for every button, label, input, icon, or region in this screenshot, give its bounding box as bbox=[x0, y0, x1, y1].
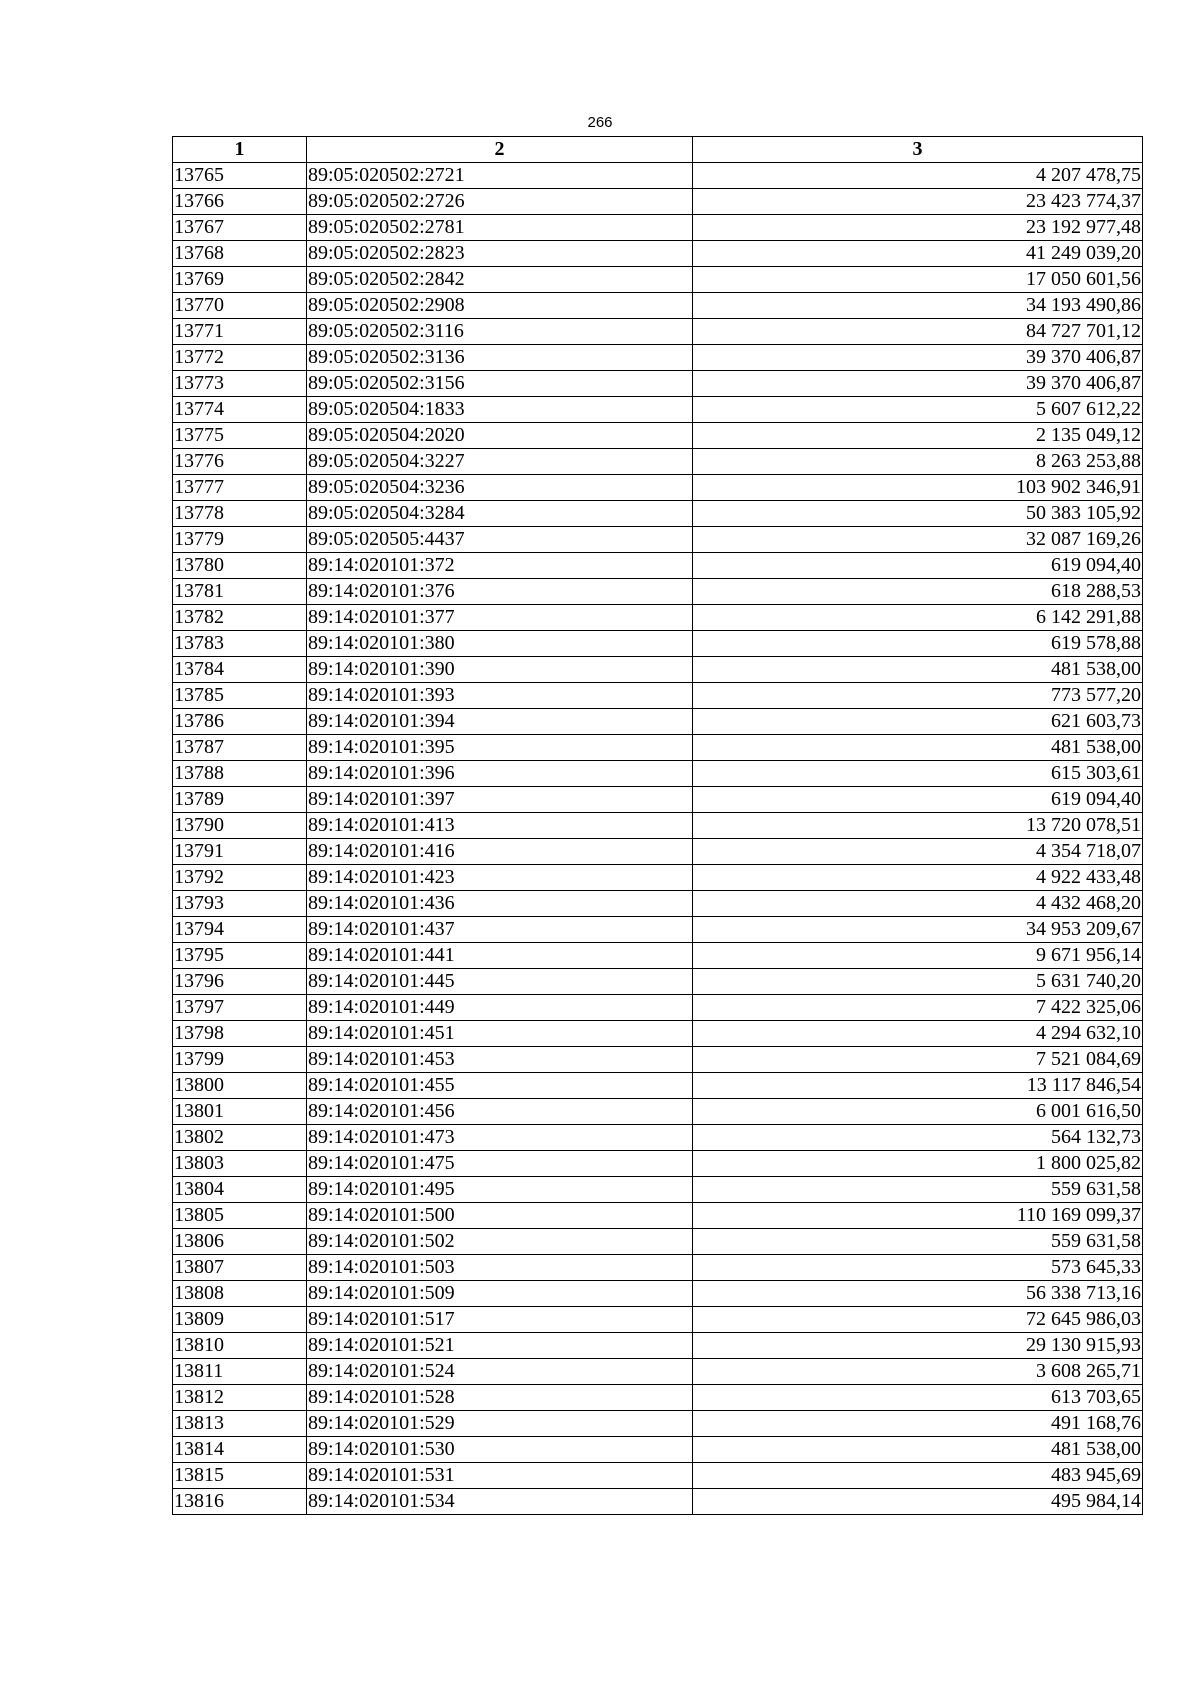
row-number-cell: 13813 bbox=[173, 1411, 307, 1437]
value-cell: 29 130 915,93 bbox=[693, 1333, 1143, 1359]
row-number-cell: 13811 bbox=[173, 1359, 307, 1385]
page-number: 266 bbox=[587, 114, 613, 131]
value-cell: 619 094,40 bbox=[693, 787, 1143, 813]
value-cell: 23 423 774,37 bbox=[693, 189, 1143, 215]
table-row bbox=[173, 397, 1143, 423]
cadastral-number-cell: 89:14:020101:380 bbox=[307, 631, 693, 657]
cadastral-number-cell: 89:14:020101:528 bbox=[307, 1385, 693, 1411]
value-cell: 84 727 701,12 bbox=[693, 319, 1143, 345]
cadastral-number-cell: 89:14:020101:475 bbox=[307, 1151, 693, 1177]
cadastral-number-cell: 89:14:020101:503 bbox=[307, 1255, 693, 1281]
cadastral-number-cell: 89:14:020101:437 bbox=[307, 917, 693, 943]
value-cell: 13 720 078,51 bbox=[693, 813, 1143, 839]
cadastral-number-cell: 89:05:020502:2781 bbox=[307, 215, 693, 241]
value-cell: 4 922 433,48 bbox=[693, 865, 1143, 891]
row-number-cell: 13781 bbox=[173, 579, 307, 605]
row-number-cell: 13767 bbox=[173, 215, 307, 241]
row-number-cell: 13769 bbox=[173, 267, 307, 293]
data-table bbox=[172, 136, 1143, 1515]
row-number-cell: 13815 bbox=[173, 1463, 307, 1489]
cadastral-number-cell: 89:14:020101:436 bbox=[307, 891, 693, 917]
table-row bbox=[173, 1333, 1143, 1359]
cadastral-number-cell: 89:05:020502:2842 bbox=[307, 267, 693, 293]
value-cell: 4 294 632,10 bbox=[693, 1021, 1143, 1047]
value-cell: 2 135 049,12 bbox=[693, 423, 1143, 449]
cadastral-number-cell: 89:14:020101:396 bbox=[307, 761, 693, 787]
value-cell: 619 578,88 bbox=[693, 631, 1143, 657]
table-row bbox=[173, 241, 1143, 267]
value-cell: 618 288,53 bbox=[693, 579, 1143, 605]
table-row bbox=[173, 709, 1143, 735]
row-number-cell: 13775 bbox=[173, 423, 307, 449]
value-cell: 6 142 291,88 bbox=[693, 605, 1143, 631]
column-header-1: 1 bbox=[173, 137, 307, 163]
value-cell: 564 132,73 bbox=[693, 1125, 1143, 1151]
cadastral-number-cell: 89:14:020101:423 bbox=[307, 865, 693, 891]
cadastral-number-cell: 89:05:020502:2823 bbox=[307, 241, 693, 267]
row-number-cell: 13766 bbox=[173, 189, 307, 215]
table-row bbox=[173, 969, 1143, 995]
row-number-cell: 13798 bbox=[173, 1021, 307, 1047]
cadastral-number-cell: 89:14:020101:517 bbox=[307, 1307, 693, 1333]
cadastral-number-cell: 89:14:020101:509 bbox=[307, 1281, 693, 1307]
table-row bbox=[173, 605, 1143, 631]
cadastral-number-cell: 89:05:020504:2020 bbox=[307, 423, 693, 449]
row-number-cell: 13804 bbox=[173, 1177, 307, 1203]
value-cell: 7 521 084,69 bbox=[693, 1047, 1143, 1073]
value-cell: 4 432 468,20 bbox=[693, 891, 1143, 917]
cadastral-number-cell: 89:14:020101:502 bbox=[307, 1229, 693, 1255]
table-row bbox=[173, 1385, 1143, 1411]
table-row bbox=[173, 1203, 1143, 1229]
table-row bbox=[173, 1229, 1143, 1255]
value-cell: 50 383 105,92 bbox=[693, 501, 1143, 527]
row-number-cell: 13795 bbox=[173, 943, 307, 969]
cadastral-number-cell: 89:14:020101:500 bbox=[307, 1203, 693, 1229]
row-number-cell: 13778 bbox=[173, 501, 307, 527]
value-cell: 613 703,65 bbox=[693, 1385, 1143, 1411]
cadastral-number-cell: 89:14:020101:397 bbox=[307, 787, 693, 813]
table-row bbox=[173, 163, 1143, 189]
row-number-cell: 13793 bbox=[173, 891, 307, 917]
column-header-2: 2 bbox=[307, 137, 693, 163]
cadastral-number-cell: 89:05:020502:2721 bbox=[307, 163, 693, 189]
row-number-cell: 13785 bbox=[173, 683, 307, 709]
cadastral-number-cell: 89:14:020101:441 bbox=[307, 943, 693, 969]
table-row bbox=[173, 813, 1143, 839]
table-row bbox=[173, 1281, 1143, 1307]
row-number-cell: 13807 bbox=[173, 1255, 307, 1281]
cadastral-number-cell: 89:14:020101:455 bbox=[307, 1073, 693, 1099]
table-header-row bbox=[173, 137, 1143, 163]
row-number-cell: 13803 bbox=[173, 1151, 307, 1177]
row-number-cell: 13794 bbox=[173, 917, 307, 943]
cadastral-number-cell: 89:14:020101:393 bbox=[307, 683, 693, 709]
table-row bbox=[173, 319, 1143, 345]
cadastral-number-cell: 89:14:020101:376 bbox=[307, 579, 693, 605]
row-number-cell: 13777 bbox=[173, 475, 307, 501]
value-cell: 491 168,76 bbox=[693, 1411, 1143, 1437]
value-cell: 1 800 025,82 bbox=[693, 1151, 1143, 1177]
cadastral-number-cell: 89:14:020101:372 bbox=[307, 553, 693, 579]
cadastral-number-cell: 89:14:020101:449 bbox=[307, 995, 693, 1021]
row-number-cell: 13791 bbox=[173, 839, 307, 865]
table-row bbox=[173, 735, 1143, 761]
table-row bbox=[173, 1411, 1143, 1437]
value-cell: 483 945,69 bbox=[693, 1463, 1143, 1489]
table-row bbox=[173, 475, 1143, 501]
table-row bbox=[173, 1255, 1143, 1281]
value-cell: 56 338 713,16 bbox=[693, 1281, 1143, 1307]
row-number-cell: 13801 bbox=[173, 1099, 307, 1125]
table-row bbox=[173, 1125, 1143, 1151]
table-row bbox=[173, 345, 1143, 371]
value-cell: 621 603,73 bbox=[693, 709, 1143, 735]
row-number-cell: 13786 bbox=[173, 709, 307, 735]
cadastral-number-cell: 89:14:020101:413 bbox=[307, 813, 693, 839]
table-row bbox=[173, 787, 1143, 813]
cadastral-number-cell: 89:05:020505:4437 bbox=[307, 527, 693, 553]
value-cell: 559 631,58 bbox=[693, 1229, 1143, 1255]
table-row bbox=[173, 423, 1143, 449]
table-row bbox=[173, 917, 1143, 943]
cadastral-number-cell: 89:14:020101:377 bbox=[307, 605, 693, 631]
table-row bbox=[173, 1073, 1143, 1099]
value-cell: 573 645,33 bbox=[693, 1255, 1143, 1281]
value-cell: 7 422 325,06 bbox=[693, 995, 1143, 1021]
value-cell: 9 671 956,14 bbox=[693, 943, 1143, 969]
value-cell: 5 631 740,20 bbox=[693, 969, 1143, 995]
table-row bbox=[173, 865, 1143, 891]
table-row bbox=[173, 891, 1143, 917]
value-cell: 4 354 718,07 bbox=[693, 839, 1143, 865]
cadastral-number-cell: 89:14:020101:534 bbox=[307, 1489, 693, 1515]
table-row bbox=[173, 189, 1143, 215]
value-cell: 773 577,20 bbox=[693, 683, 1143, 709]
cadastral-number-cell: 89:05:020502:3136 bbox=[307, 345, 693, 371]
cadastral-number-cell: 89:14:020101:521 bbox=[307, 1333, 693, 1359]
table-row bbox=[173, 839, 1143, 865]
cadastral-number-cell: 89:14:020101:473 bbox=[307, 1125, 693, 1151]
cadastral-number-cell: 89:14:020101:530 bbox=[307, 1437, 693, 1463]
value-cell: 619 094,40 bbox=[693, 553, 1143, 579]
table-row bbox=[173, 1047, 1143, 1073]
row-number-cell: 13797 bbox=[173, 995, 307, 1021]
table-row bbox=[173, 1463, 1143, 1489]
value-cell: 4 207 478,75 bbox=[693, 163, 1143, 189]
value-cell: 41 249 039,20 bbox=[693, 241, 1143, 267]
cadastral-number-cell: 89:14:020101:524 bbox=[307, 1359, 693, 1385]
table-row bbox=[173, 1099, 1143, 1125]
row-number-cell: 13810 bbox=[173, 1333, 307, 1359]
value-cell: 110 169 099,37 bbox=[693, 1203, 1143, 1229]
table-body bbox=[173, 163, 1143, 1515]
row-number-cell: 13814 bbox=[173, 1437, 307, 1463]
value-cell: 72 645 986,03 bbox=[693, 1307, 1143, 1333]
row-number-cell: 13773 bbox=[173, 371, 307, 397]
table-row bbox=[173, 1359, 1143, 1385]
row-number-cell: 13782 bbox=[173, 605, 307, 631]
value-cell: 34 953 209,67 bbox=[693, 917, 1143, 943]
row-number-cell: 13792 bbox=[173, 865, 307, 891]
table-row bbox=[173, 553, 1143, 579]
table-row bbox=[173, 657, 1143, 683]
row-number-cell: 13790 bbox=[173, 813, 307, 839]
cadastral-number-cell: 89:14:020101:445 bbox=[307, 969, 693, 995]
value-cell: 481 538,00 bbox=[693, 735, 1143, 761]
value-cell: 5 607 612,22 bbox=[693, 397, 1143, 423]
table-row bbox=[173, 501, 1143, 527]
table-row bbox=[173, 1437, 1143, 1463]
table-row bbox=[173, 761, 1143, 787]
cadastral-number-cell: 89:14:020101:453 bbox=[307, 1047, 693, 1073]
value-cell: 481 538,00 bbox=[693, 1437, 1143, 1463]
row-number-cell: 13771 bbox=[173, 319, 307, 345]
value-cell: 8 263 253,88 bbox=[693, 449, 1143, 475]
row-number-cell: 13809 bbox=[173, 1307, 307, 1333]
table-row bbox=[173, 631, 1143, 657]
row-number-cell: 13802 bbox=[173, 1125, 307, 1151]
cadastral-number-cell: 89:05:020504:3284 bbox=[307, 501, 693, 527]
row-number-cell: 13816 bbox=[173, 1489, 307, 1515]
row-number-cell: 13768 bbox=[173, 241, 307, 267]
table-row bbox=[173, 449, 1143, 475]
row-number-cell: 13789 bbox=[173, 787, 307, 813]
table-row bbox=[173, 527, 1143, 553]
table-row bbox=[173, 943, 1143, 969]
row-number-cell: 13780 bbox=[173, 553, 307, 579]
table-row bbox=[173, 1489, 1143, 1515]
value-cell: 615 303,61 bbox=[693, 761, 1143, 787]
table-row bbox=[173, 1177, 1143, 1203]
table-row bbox=[173, 1151, 1143, 1177]
cadastral-number-cell: 89:14:020101:395 bbox=[307, 735, 693, 761]
value-cell: 17 050 601,56 bbox=[693, 267, 1143, 293]
row-number-cell: 13796 bbox=[173, 969, 307, 995]
value-cell: 34 193 490,86 bbox=[693, 293, 1143, 319]
table-row bbox=[173, 579, 1143, 605]
cadastral-number-cell: 89:05:020504:3236 bbox=[307, 475, 693, 501]
row-number-cell: 13805 bbox=[173, 1203, 307, 1229]
cadastral-number-cell: 89:05:020502:2726 bbox=[307, 189, 693, 215]
row-number-cell: 13779 bbox=[173, 527, 307, 553]
row-number-cell: 13783 bbox=[173, 631, 307, 657]
value-cell: 481 538,00 bbox=[693, 657, 1143, 683]
cadastral-number-cell: 89:14:020101:531 bbox=[307, 1463, 693, 1489]
cadastral-number-cell: 89:14:020101:456 bbox=[307, 1099, 693, 1125]
table-row bbox=[173, 1307, 1143, 1333]
value-cell: 559 631,58 bbox=[693, 1177, 1143, 1203]
value-cell: 103 902 346,91 bbox=[693, 475, 1143, 501]
value-cell: 39 370 406,87 bbox=[693, 371, 1143, 397]
table-row bbox=[173, 293, 1143, 319]
value-cell: 39 370 406,87 bbox=[693, 345, 1143, 371]
table-row bbox=[173, 215, 1143, 241]
cadastral-number-cell: 89:14:020101:416 bbox=[307, 839, 693, 865]
value-cell: 23 192 977,48 bbox=[693, 215, 1143, 241]
cadastral-number-cell: 89:14:020101:394 bbox=[307, 709, 693, 735]
row-number-cell: 13800 bbox=[173, 1073, 307, 1099]
cadastral-number-cell: 89:14:020101:390 bbox=[307, 657, 693, 683]
row-number-cell: 13808 bbox=[173, 1281, 307, 1307]
row-number-cell: 13812 bbox=[173, 1385, 307, 1411]
row-number-cell: 13799 bbox=[173, 1047, 307, 1073]
row-number-cell: 13772 bbox=[173, 345, 307, 371]
table-row bbox=[173, 995, 1143, 1021]
row-number-cell: 13774 bbox=[173, 397, 307, 423]
cadastral-number-cell: 89:14:020101:451 bbox=[307, 1021, 693, 1047]
row-number-cell: 13788 bbox=[173, 761, 307, 787]
row-number-cell: 13787 bbox=[173, 735, 307, 761]
table-row bbox=[173, 1021, 1143, 1047]
cadastral-number-cell: 89:05:020502:2908 bbox=[307, 293, 693, 319]
row-number-cell: 13770 bbox=[173, 293, 307, 319]
cadastral-number-cell: 89:05:020502:3156 bbox=[307, 371, 693, 397]
cadastral-number-cell: 89:05:020504:1833 bbox=[307, 397, 693, 423]
row-number-cell: 13765 bbox=[173, 163, 307, 189]
value-cell: 6 001 616,50 bbox=[693, 1099, 1143, 1125]
row-number-cell: 13776 bbox=[173, 449, 307, 475]
column-header-3: 3 bbox=[693, 137, 1143, 163]
value-cell: 495 984,14 bbox=[693, 1489, 1143, 1515]
cadastral-number-cell: 89:05:020502:3116 bbox=[307, 319, 693, 345]
row-number-cell: 13806 bbox=[173, 1229, 307, 1255]
value-cell: 13 117 846,54 bbox=[693, 1073, 1143, 1099]
value-cell: 3 608 265,71 bbox=[693, 1359, 1143, 1385]
cadastral-number-cell: 89:14:020101:495 bbox=[307, 1177, 693, 1203]
table-row bbox=[173, 267, 1143, 293]
cadastral-number-cell: 89:05:020504:3227 bbox=[307, 449, 693, 475]
value-cell: 32 087 169,26 bbox=[693, 527, 1143, 553]
row-number-cell: 13784 bbox=[173, 657, 307, 683]
cadastral-number-cell: 89:14:020101:529 bbox=[307, 1411, 693, 1437]
table-row bbox=[173, 683, 1143, 709]
table-row bbox=[173, 371, 1143, 397]
